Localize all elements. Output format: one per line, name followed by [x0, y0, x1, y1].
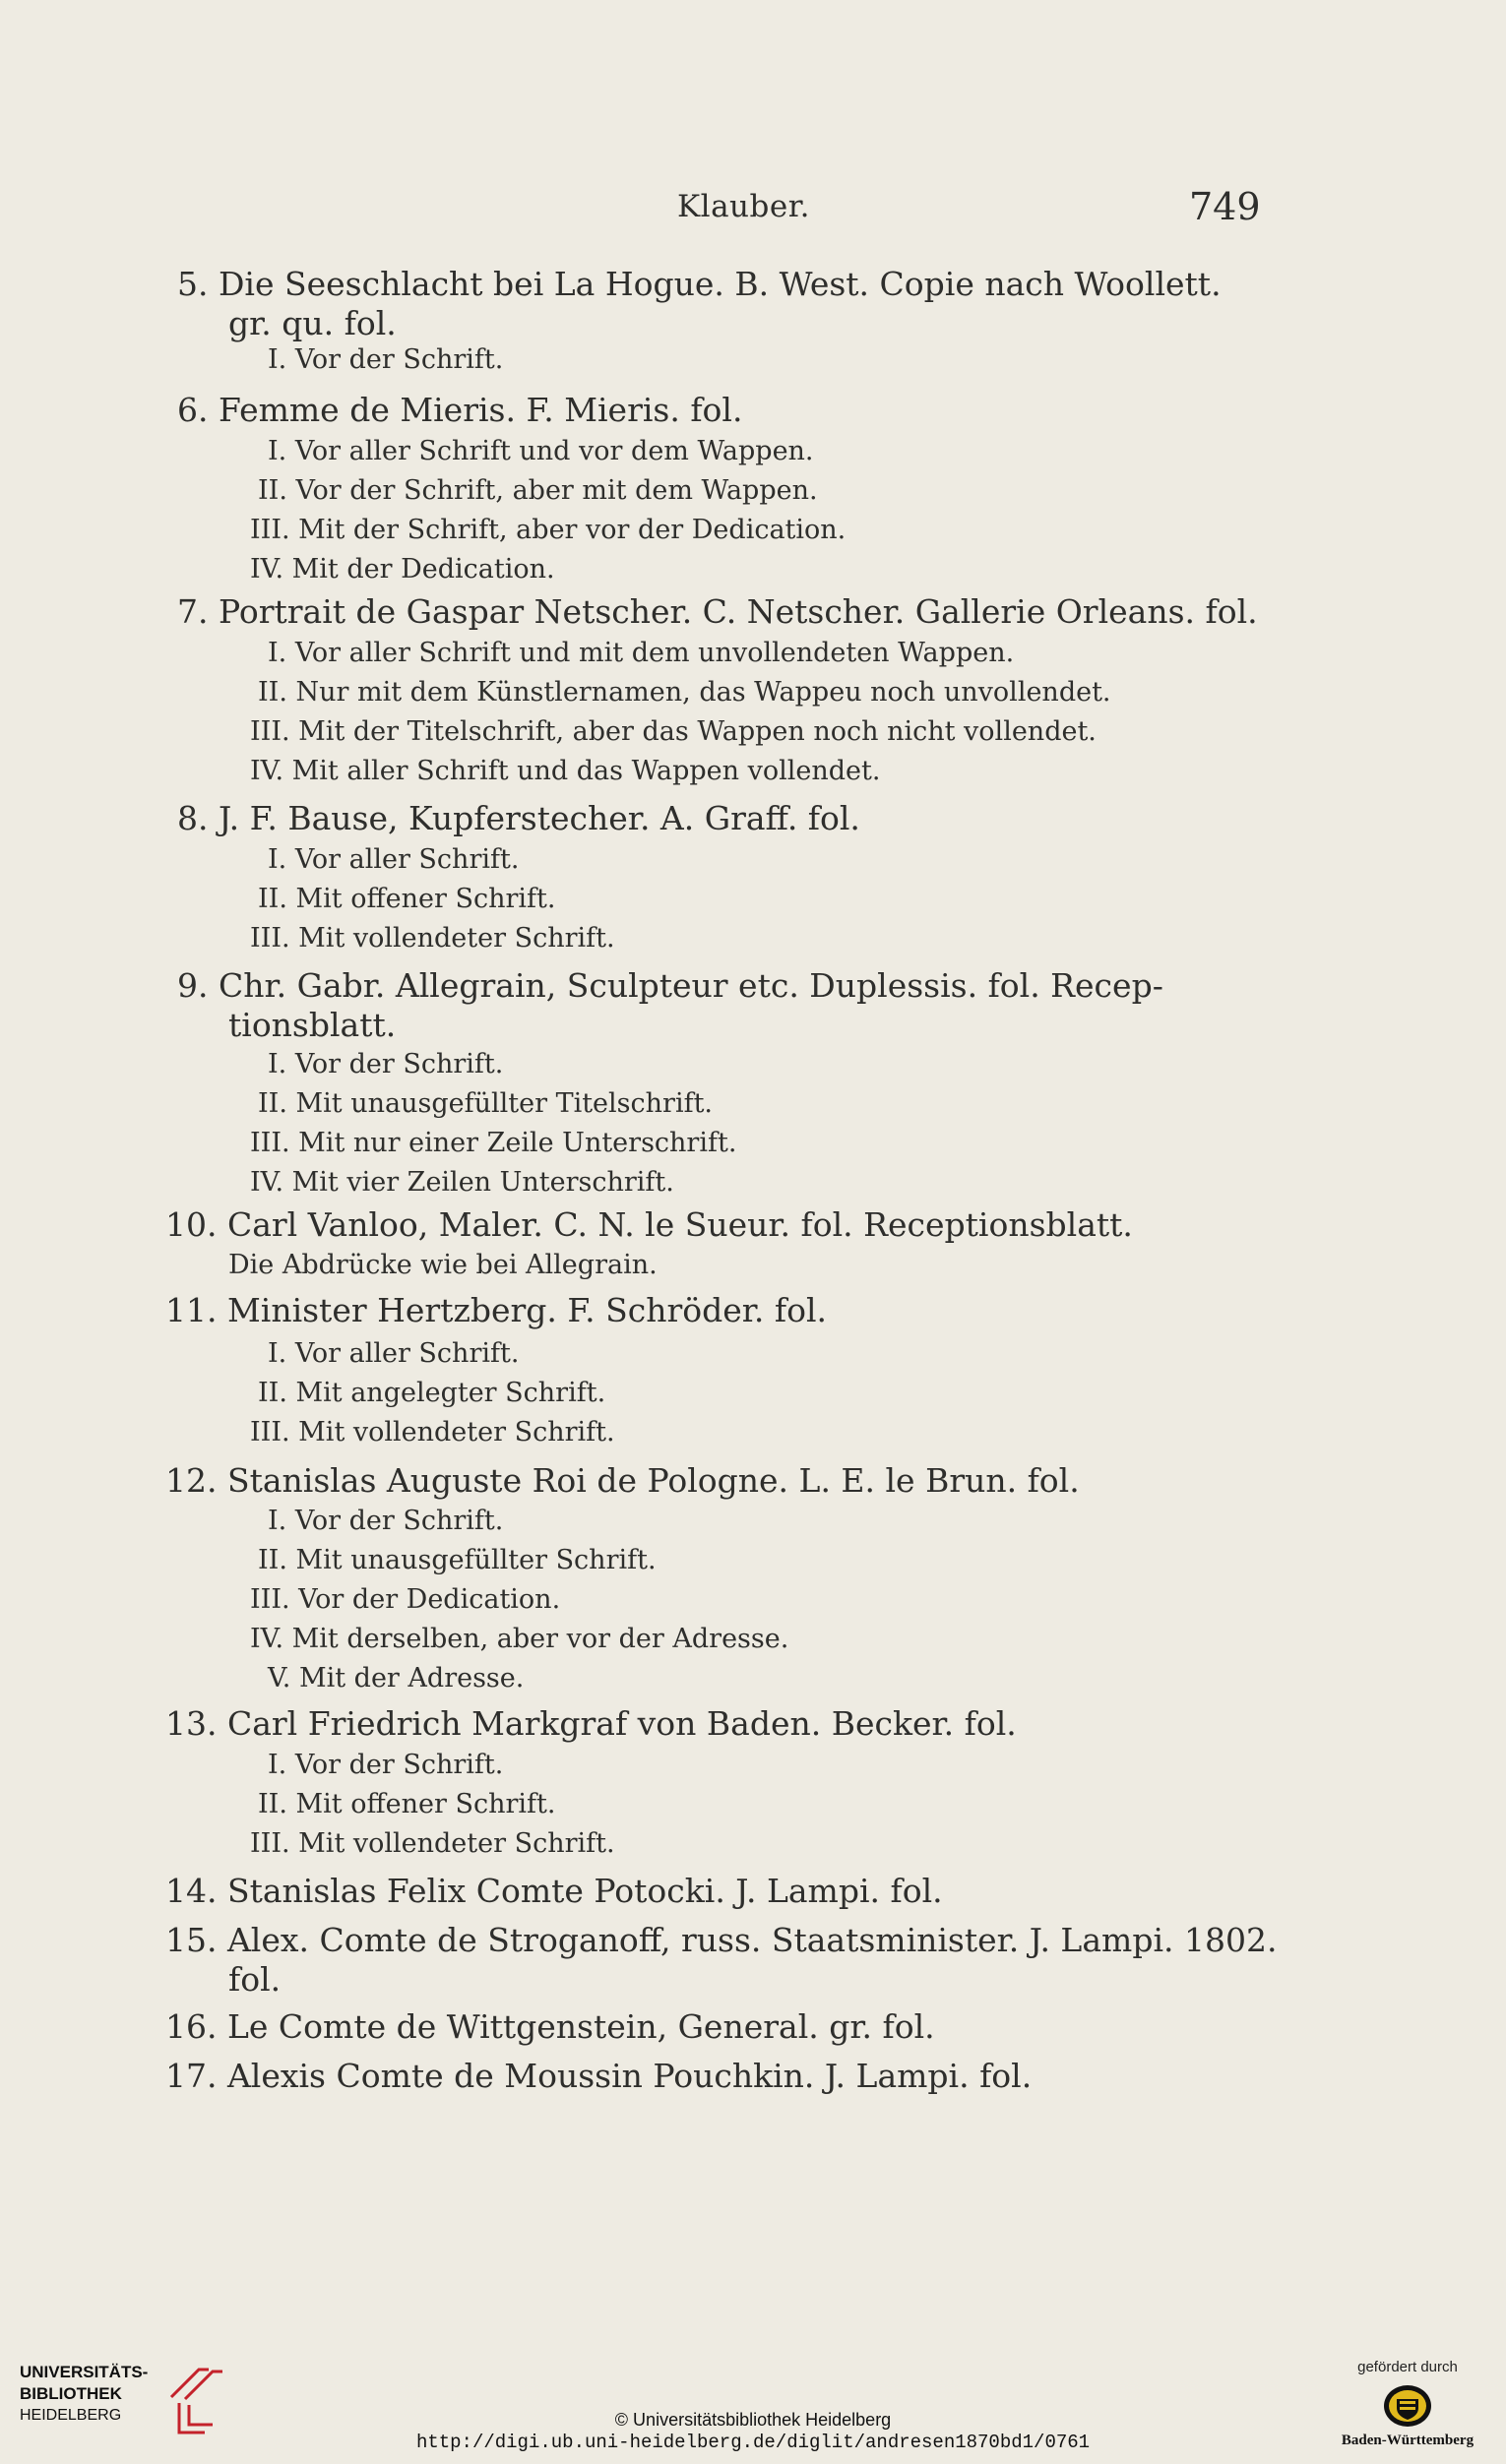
note-line: Die Abdrücke wie bei Allegrain. — [228, 1250, 658, 1280]
entry-line: 14. Stanislas Felix Comte Potocki. J. Lampi. fol. — [165, 1872, 943, 1910]
state-line: II. Mit unausgefüllter Titelschrift. — [258, 1088, 714, 1119]
running-head — [0, 185, 1506, 238]
entry-line: fol. — [228, 1960, 282, 1999]
state-line: I. Vor der Schrift. — [268, 1506, 504, 1536]
state-line: III. Mit vollendeter Schrift. — [250, 1417, 615, 1448]
state-line: IV. Mit der Dedication. — [250, 554, 555, 585]
entry-line: 10. Carl Vanloo, Maler. C. N. le Sueur. fol. Receptionsblatt. — [165, 1205, 1133, 1244]
entry-line: tionsblatt. — [228, 1006, 397, 1044]
entry-line: 6. Femme de Mieris. F. Mieris. fol. — [177, 391, 743, 429]
source-url[interactable]: http://digi.ub.uni-heidelberg.de/diglit/andresen1870bd1/0761 — [415, 2432, 1091, 2453]
state-line: IV. Mit aller Schrift und das Wappen vollendet. — [250, 756, 881, 786]
state-line: III. Mit der Schrift, aber vor der Dedication. — [250, 515, 847, 545]
entry-line: 15. Alex. Comte de Stroganoff, russ. Staatsminister. J. Lampi. 1802. — [165, 1921, 1278, 1959]
page-number: 749 — [1189, 185, 1261, 228]
funder-logo — [1319, 2359, 1496, 2457]
state-line: II. Nur mit dem Künstlernamen, das Wappeu noch unvollendet. — [258, 677, 1111, 708]
state-coat-of-arms-icon — [1382, 2383, 1433, 2429]
funder-name: Baden-Württemberg — [1341, 2433, 1475, 2448]
state-line: II. Mit offener Schrift. — [258, 884, 556, 914]
footer-credits — [0, 2409, 1506, 2454]
library-name-line-3: HEIDELBERG — [20, 2407, 122, 2424]
entry-line: 8. J. F. Bause, Kupferstecher. A. Graff. fol. — [177, 799, 860, 837]
state-line: III. Mit nur einer Zeile Unterschrift. — [250, 1128, 737, 1158]
state-line: I. Vor der Schrift. — [268, 1750, 504, 1780]
library-name-line-2: BIBLIOTHEK — [20, 2384, 122, 2403]
state-line: I. Vor der Schrift. — [268, 344, 504, 375]
state-line: II. Mit unausgefüllter Schrift. — [258, 1545, 657, 1575]
state-line: I. Vor aller Schrift. — [268, 1338, 520, 1369]
funded-by-text: gefördert durch — [1357, 2359, 1458, 2375]
state-line: III. Vor der Dedication. — [250, 1584, 561, 1615]
running-title: Klauber. — [677, 189, 810, 224]
state-line: II. Mit angelegter Schrift. — [258, 1378, 606, 1408]
state-line: I. Vor aller Schrift und mit dem unvollendeten Wappen. — [268, 638, 1015, 668]
state-line: III. Mit vollendeter Schrift. — [250, 1828, 615, 1859]
state-line: V. Mit der Adresse. — [268, 1663, 525, 1694]
state-line: I. Vor aller Schrift und vor dem Wappen. — [268, 436, 814, 466]
state-line: II. Vor der Schrift, aber mit dem Wappen. — [258, 475, 818, 506]
state-line: II. Mit offener Schrift. — [258, 1789, 556, 1819]
entry-line: 12. Stanislas Auguste Roi de Pologne. L. E. le Brun. fol. — [165, 1461, 1080, 1500]
state-line: I. Vor aller Schrift. — [268, 844, 520, 875]
entry-line: 16. Le Comte de Wittgenstein, General. gr. fol. — [165, 2007, 935, 2046]
state-line: III. Mit vollendeter Schrift. — [250, 923, 615, 954]
state-line: IV. Mit vier Zeilen Unterschrift. — [250, 1167, 674, 1198]
entry-line: gr. qu. fol. — [228, 304, 397, 342]
entry-line: 9. Chr. Gabr. Allegrain, Sculpteur etc. Duplessis. fol. Recep- — [177, 966, 1163, 1005]
entry-line: 13. Carl Friedrich Markgraf von Baden. Becker. fol. — [165, 1704, 1017, 1743]
state-line: III. Mit der Titelschrift, aber das Wappen noch nicht vollendet. — [250, 716, 1097, 747]
entry-line: 7. Portrait de Gaspar Netscher. C. Netscher. Gallerie Orleans. fol. — [177, 592, 1258, 631]
copyright-text: © Universitätsbibliothek Heidelberg — [614, 2410, 892, 2430]
state-line: IV. Mit derselben, aber vor der Adresse. — [250, 1624, 789, 1654]
state-line: I. Vor der Schrift. — [268, 1049, 504, 1079]
entry-line: 11. Minister Hertzberg. F. Schröder. fol. — [165, 1291, 828, 1329]
library-name-line-1: UNIVERSITÄTS- — [20, 2363, 149, 2381]
entry-line: 17. Alexis Comte de Moussin Pouchkin. J. Lampi. fol. — [165, 2057, 1033, 2095]
entry-line: 5. Die Seeschlacht bei La Hogue. B. West. Copie nach Woollett. — [177, 265, 1222, 303]
